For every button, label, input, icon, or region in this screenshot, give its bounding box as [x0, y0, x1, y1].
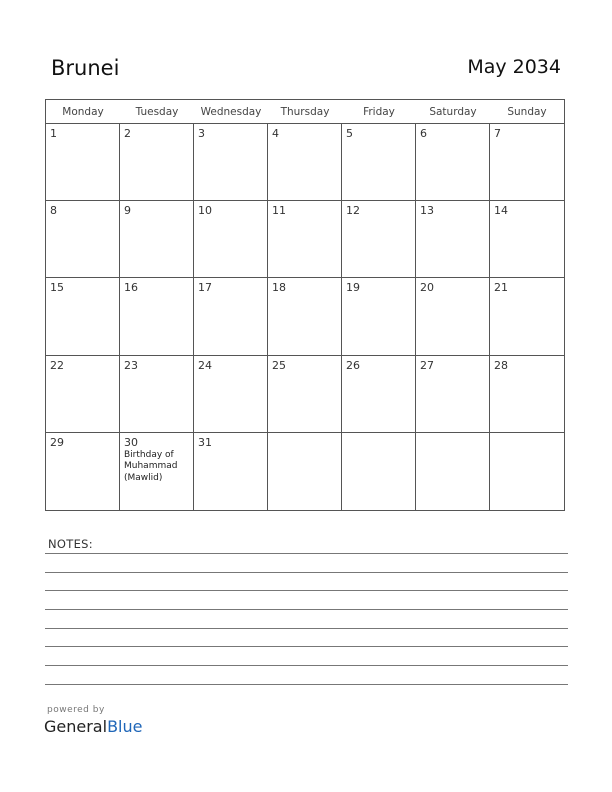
- day-cell: [342, 356, 416, 433]
- day-number: 24: [198, 358, 212, 372]
- day-number: 15: [50, 281, 64, 295]
- note-line: [45, 665, 568, 666]
- day-number: 13: [420, 204, 434, 218]
- month-year-title: May 2034: [467, 56, 561, 78]
- note-line: [45, 628, 568, 629]
- day-number: 14: [494, 204, 508, 218]
- day-number: 31: [198, 435, 212, 449]
- day-number: 29: [50, 435, 64, 449]
- day-cell: [416, 356, 490, 433]
- day-number: 2: [124, 127, 131, 140]
- day-cell: [268, 201, 342, 278]
- weekday-wednesday: Wednesday: [200, 106, 262, 118]
- day-number: 27: [420, 358, 434, 372]
- day-number: 21: [494, 281, 508, 295]
- day-cell: [490, 278, 564, 355]
- day-number: 12: [346, 204, 360, 218]
- day-number: 25: [272, 358, 286, 372]
- day-cell: [46, 201, 120, 278]
- day-cell: [194, 201, 268, 278]
- day-number: 20: [420, 281, 434, 295]
- day-cell: [194, 124, 268, 201]
- day-cell: [342, 278, 416, 355]
- note-line: [45, 553, 568, 554]
- generalblue-logo[interactable]: [44, 717, 142, 736]
- day-cell: [194, 278, 268, 355]
- day-cell: [268, 278, 342, 355]
- day-cell: [342, 201, 416, 278]
- day-number: 5: [346, 127, 353, 140]
- day-number: 19: [346, 281, 360, 295]
- note-line: [45, 590, 568, 591]
- day-number: 30: [124, 435, 138, 449]
- day-cell: [416, 433, 490, 510]
- day-number: 28: [494, 358, 508, 372]
- day-number: 7: [494, 127, 501, 140]
- day-cell: [46, 124, 120, 201]
- day-number: 11: [272, 204, 286, 218]
- day-cell: [268, 124, 342, 201]
- note-line: [45, 572, 568, 573]
- day-number: 26: [346, 358, 360, 372]
- day-number: 17: [198, 281, 212, 295]
- day-cell: [416, 278, 490, 355]
- weekday-thursday: Thursday: [280, 106, 330, 118]
- day-number: 6: [420, 127, 427, 140]
- day-cell: [194, 356, 268, 433]
- weekday-tuesday: Tuesday: [135, 106, 179, 118]
- note-line: [45, 609, 568, 610]
- day-cell: [490, 433, 564, 510]
- day-cell: [342, 124, 416, 201]
- day-number: 9: [124, 204, 131, 218]
- weekday-saturday: Saturday: [429, 106, 477, 118]
- day-number: 18: [272, 281, 286, 295]
- day-cell: [268, 356, 342, 433]
- weekday-header: [46, 100, 564, 124]
- day-cell: [194, 433, 268, 510]
- day-cell: [120, 201, 194, 278]
- note-line: [45, 646, 568, 647]
- weekday-friday: Friday: [363, 106, 395, 118]
- day-number: 8: [50, 204, 57, 218]
- day-number: 23: [124, 358, 138, 372]
- brand-general: General: [44, 717, 108, 736]
- day-number: 16: [124, 281, 138, 295]
- day-cell: [490, 124, 564, 201]
- powered-by-text: powered by: [47, 705, 105, 715]
- day-cell: [120, 433, 194, 510]
- day-cell: [342, 433, 416, 510]
- day-cell: [490, 201, 564, 278]
- day-cell: [490, 356, 564, 433]
- day-cell: [46, 278, 120, 355]
- day-number: 3: [198, 127, 205, 140]
- country-title: Brunei: [51, 56, 120, 80]
- day-number: 10: [198, 204, 212, 218]
- day-number: 4: [272, 127, 279, 140]
- weekday-sunday: Sunday: [507, 106, 547, 118]
- day-cell: [416, 124, 490, 201]
- notes-label: NOTES:: [48, 537, 93, 551]
- day-cell: [416, 201, 490, 278]
- calendar-days: [46, 124, 564, 510]
- day-cell: [46, 433, 120, 510]
- brand-blue: Blue: [107, 717, 143, 736]
- weekday-monday: Monday: [62, 106, 104, 118]
- holiday-event: Birthday of Muhammad (Mawlid): [124, 449, 178, 483]
- calendar-grid: [45, 99, 565, 511]
- day-cell: [120, 124, 194, 201]
- note-line: [45, 684, 568, 685]
- day-cell: [120, 278, 194, 355]
- day-number: 1: [50, 127, 57, 140]
- day-number: 22: [50, 358, 64, 372]
- day-cell: [268, 433, 342, 510]
- day-cell: [120, 356, 194, 433]
- day-cell: [46, 356, 120, 433]
